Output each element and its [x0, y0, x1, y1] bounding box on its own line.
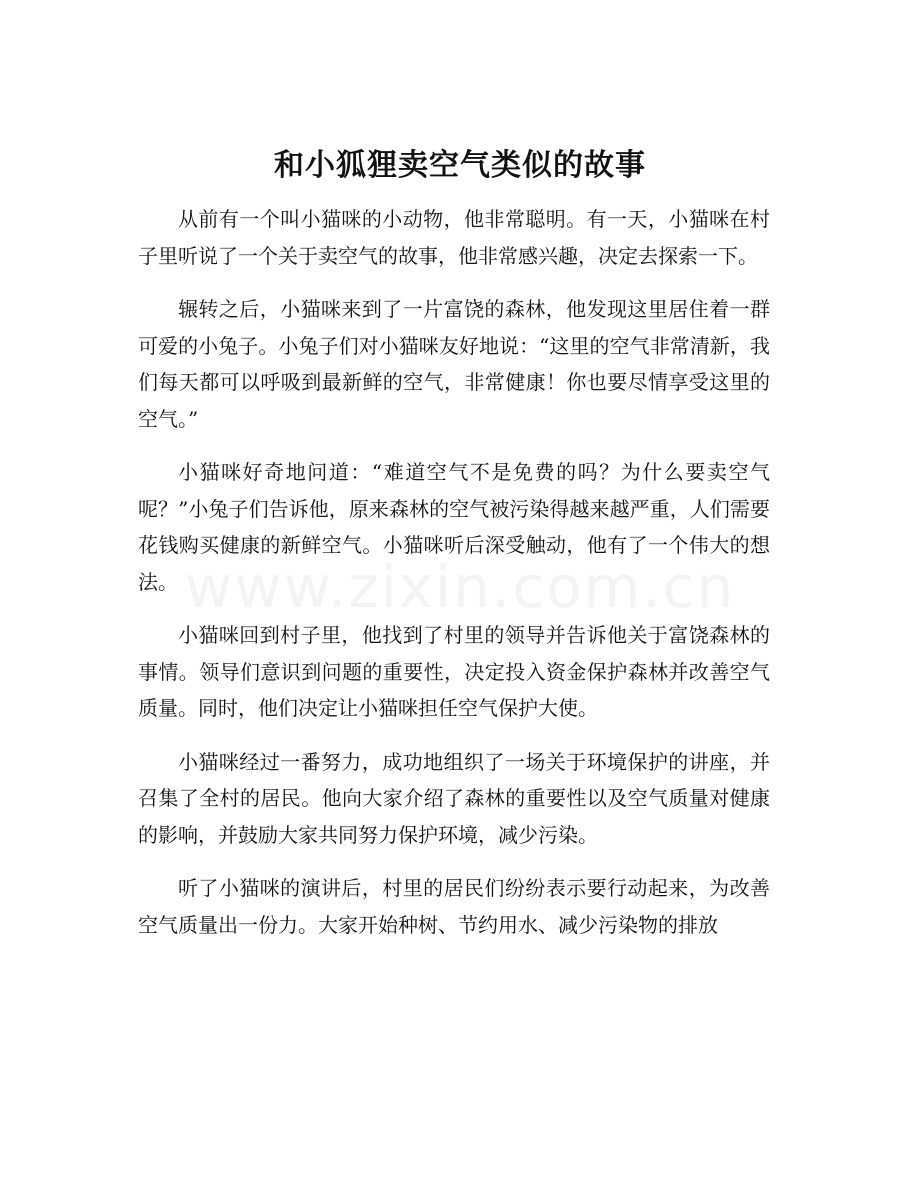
- document-title: 和小狐狸卖空气类似的故事: [274, 148, 646, 183]
- paragraph-1: 从前有一个叫小猫咪的小动物，他非常聪明。有一天，小猫咪在村子里听说了一个关于卖空气的故事，他非常感兴趣，决定去探索一下。: [138, 207, 770, 268]
- paragraph-3: 小猫咪好奇地问道：“难道空气不是免费的吗？为什么要卖空气呢？”小兔子们告诉他，原来森林的空气被污染得越来越严重，人们需要花钱购买健康的新鲜空气。小猫咪听后深受触动，他有了一个伟大的想法。: [138, 460, 770, 594]
- watermark: www.zixin.com.cn: [184, 553, 736, 621]
- paragraph-2: 辗转之后，小猫咪来到了一片富饶的森林，他发现这里居住着一群可爱的小兔子。小兔子们对小猫咪友好地说：“这里的空气非常清新，我们每天都可以呼吸到最新鲜的空气，非常健康！你也要尽情享受这里的空气。”: [138, 297, 770, 431]
- document-body: [138, 201, 770, 960]
- paragraph-6: 听了小猫咪的演讲后，村里的居民们纷纷表示要行动起来，为改善空气质量出一份力。大家开始种树、节约用水、减少污染物的排放: [138, 876, 770, 937]
- paragraph-5: 小猫咪经过一番努力，成功地组织了一场关于环境保护的讲座，并召集了全村的居民。他向大家介绍了森林的重要性以及空气质量对健康的影响，并鼓励大家共同努力保护环境，减少污染。: [138, 749, 770, 847]
- paragraph-4: 小猫咪回到村子里，他找到了村里的领导并告诉他关于富饶森林的事情。领导们意识到问题的重要性，决定投入资金保护森林并改善空气质量。同时，他们决定让小猫咪担任空气保护大使。: [138, 623, 770, 720]
